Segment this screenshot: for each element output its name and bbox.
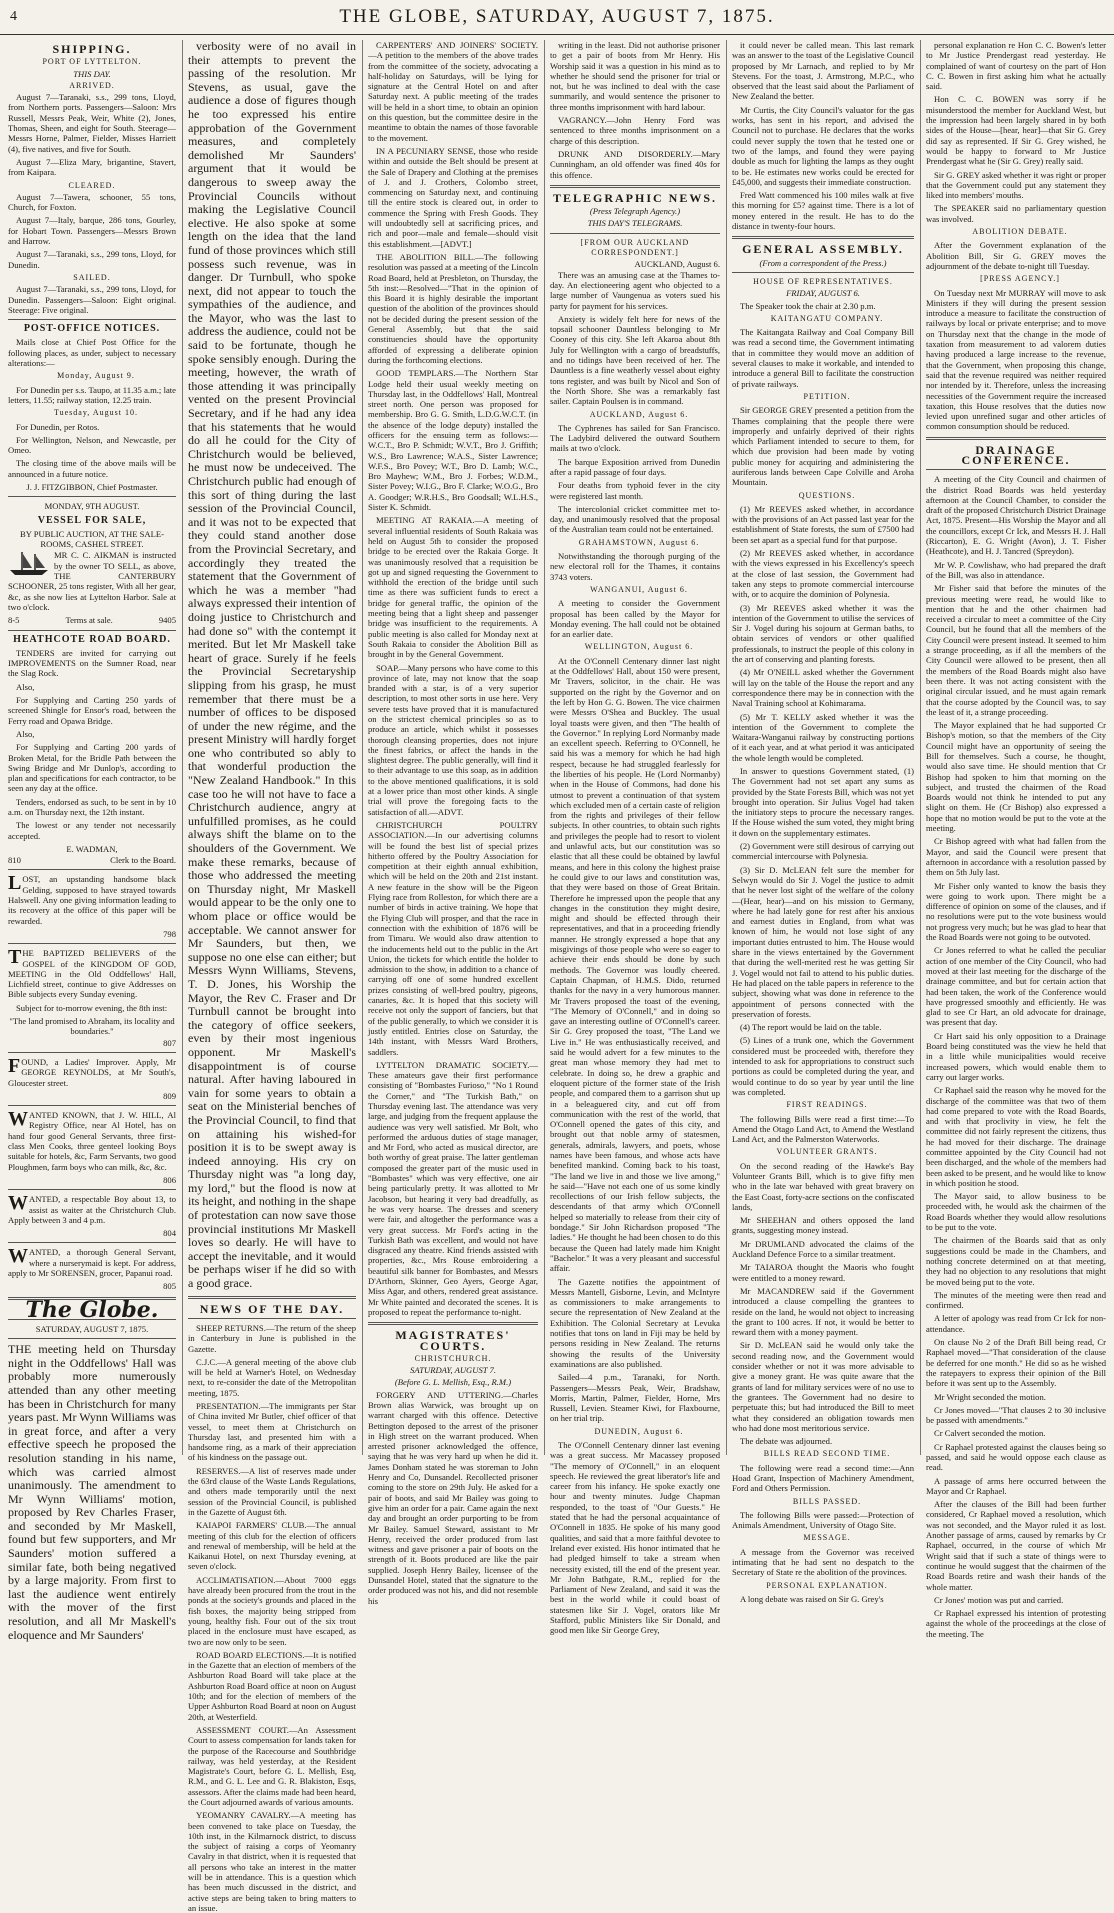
paragraph: (3) Mr REEVES asked whether it was the intention of the Government to utilise the services of Sir J. Vogel during his sojourn at German baths, to obtain services of vendors or other qualified professionals, to instruct the people of this colony in the art of conserving and planting forests. [732, 602, 914, 665]
wanted-known-ad: WANTED KNOWN, that J. W. HILL, Al Registry Office, near Al Hotel, has on hand four good General Servants, three first-class Men Cooks, three genteel looking Boys suitable for hotels, &c, Farm Servants, two good Ploughmen, farm boys who can milk, &c, &c. [8, 1108, 176, 1172]
divider [8, 1189, 176, 1190]
paragraph: Cr Raphael protested against the clauses being so passed, and said he would oppose each clause as read. [926, 1441, 1106, 1473]
column-rule [726, 40, 727, 1455]
drainage-report [926, 474, 1106, 1639]
paragraph: At the O'Connell Centenary dinner last night at the Oddfellows' Hall, about 150 were present, Mr Travers, solicitor, in the chair. He was supported on the right by the Governor and on the left by Hon G. G. Bowen. The vice chairmen were Messrs O'Shea and Buckley. The usual loyal toasts were given, and then "The health of the Governor." In replying Lord Normanby made an excellent speech. Referring to O'Connell, he said his was a memory for which he had high respect, because he had struggled fearlessly for the liberties of his people. He (Lord Normanby) when in the House of Commons, had done his utmost to prevent a continuation of that system which excluded men of a certain caste of religion from the rights and privileges of their fellow subjects. In other countries, to obtain such rights and privileges the people had to resort to violent and unlawful acts, but our constitution was so elastic that all these could be obtained by lawful means, and here in this colony the highest praise he could give to our laws and constitution was, that they were based on those of Great Britain. Therefore he impressed upon the people that any changes in the constitution they might desire, might and should be effected through their representatives, and that in a proceeding friendly manner. He strongly expressed a hope that any misgivings of those people who were so eager to achieve their ends should be done by such methods. The Governor was loudly cheered. Captain Chapman, of H.M.S. Dido, returned thanks for the navy in a very humorous manner. Mr Travers proposed the toast of the evening, "The Memory of O'Connell," and in doing so gave an interesting outline of O'Connell's career. Sir G. Grey proposed the toast, "The Land we Live in." He was enthusiastically received, and said he would advert for a few minutes to the great man whose memory they had met to celebrate. In doing so, he drew a graphic and eloquent picture of the former state of the Irish people, and compared them to a garrison shut up in a beleaguered city, and cut off from communication with the rest of the world, that O'Connell opened the gates of this city, and brought out that noble army of statesmen, generals, admirals, lawyers, and poets, whose names have been famous, and whose acts have benefited mankind. Coming back to his toast, "The land we live in and those we live among," he said—"Have not each one of us some kindly recollections of our Irish fellow subjects, the descendants of that army which O'Connell helped so materially to release from their city of bondage." Sir John Richardson proposed "The ladies." He thought he had been chosen to do this because the Queen had lately made him Knight "Bachelor." It was a very pleasant and successful affair. [550, 655, 720, 1274]
paragraph: Fred Watt commenced his 100 miles walk at five this morning for £5? against time. There is a lot of money entered in the result. He has to do the distance in twenty-four hours. [732, 190, 914, 232]
paragraph: After the clauses of the Bill had been further considered, Cr Raphael moved a resolution, which was not seconded, and the Mayor ruled it as lost. Another passage of arms, caused by remarks by Cr Raphael, occurred, in the course of which Mr Wright said that if such a state of things were to continue he would suggest that the chairmen of the Road Boards retire and wash their hands of the whole matter. [926, 1499, 1106, 1592]
section-subheading: DUNEDIN, August 6. [594, 1426, 684, 1436]
paragraph: Sir D. McLEAN said he would only take the second reading now, and the Government would consider whether or not it was more advisable to give a money grant. He was quite aware that the grants of land for military services were of no use to the grantees. The Government had no desire to perpetuate this; but had introduced the Bill to meet what they considered an obligation towards men who had done most meritorious service. [732, 1340, 914, 1433]
todays-telegrams: THIS DAY'S TELEGRAMS. [587, 218, 683, 229]
paragraph: The chairmen of the Boards said that as only suggestions could be made in the Chambers, and nothing concrete determined on at that meeting, they had no objection to any resolutions that might be moved being put to the vote. [926, 1235, 1106, 1287]
divider [732, 272, 914, 273]
paragraph: MEETING AT RAKAIA.—A meeting of several influential residents of South Rakaia was held on August 5th to consider the proposed bridge to be erected over the Rakaia Gorge. It was unanimously resolved that a requisition be got up and signed requesting the Government to withhold the erection of the bridge until such time as there was sufficient funds to erect a bridge for general traffic, the opinion of the meeting being that a light sheep and passenger bridge was insufficient to the requirements. A public meeting is also called for Monday next at South Rakaia to consider the Abolition Bill as brought in by the General Government. [368, 515, 538, 660]
paragraph: Tenders, endorsed as such, to be sent in by 10 a.m. on Thursday next, the 12th instant. [8, 796, 176, 817]
paragraph: Mr Fisher said that before the minutes of the previous meeting were read, he would like to mention that he and the other chairmen had received a circular to meet a committee of the City Council, but he found that all the members of the City Council were present instead. It seemed to him a strange proceeding, as if all the members of the City Council were allowed to be present, then all the members of the Road Boards might also have been there. It was not acting consistent with the original circular issued, and he must again remark that the course adopted by the Council was, to say the least of it, a strange proceeding. [926, 583, 1106, 717]
divider [188, 1296, 356, 1299]
paragraph: For Wellington, Nelson, and Newcastle, per Omeo. [8, 434, 176, 456]
paragraph: THE ABOLITION BILL.—The following resolution was passed at a meeting of the Lincoln Road Board, held at Presbleton, on Thursday, the 5th inst:—Resolved—"That in the opinion of this Board it is highly desirable the important question of the abolition of the provinces should not be decided during the present session of the General Assembly, but that the said constituencies should have the opportunity afforded of expressing a deliberate opinion during the forthcoming elections. [368, 251, 538, 365]
paragraph: August 7—Tawera, schooner, 55 tons, Church, for Foxton. [8, 191, 176, 213]
house-heading: HOUSE OF REPRESENTATIVES. [753, 276, 893, 286]
board-footer [8, 855, 176, 865]
telegrams-continued [732, 40, 914, 231]
paragraph: RESERVES.—A list of reserves made under the 63rd clause of the Waste Lands Regulations, and others made temporarily until the next session of the Provincial Council, is published in the Gazette of August 6th. [188, 1465, 356, 1517]
court-case-forgery: FORGERY AND UTTERING.—Charles Brown alias Warwick, was brought up on warrant charged with this offence. Detective Bettington deposed to the arrest of the prisoner in High street on the warrant produced. When arrested prisoner acknowledged the offence, saying that he was very hard up when he did it. James Donham stated he was storeman to John Henry and Co, Dunsandel. Recollected prisoner coming to the store on 29th July. He asked for a pair of boots, and said Mr Bailey was going to give him an order for a pair. Came again the next day and brought an order purporting to be from Mr Bailey. Samuel Steward, assistant to Mr Henry, received the order produced from last witness and gave prisoner a pair of boots on the strength of it. Boots produced are like the pair supplied. Joseph Henry Bailey, licensee of the Dunsandel Hotel, stated that the signature to the order produced was not his, and did not resemble his [368, 1389, 538, 1606]
paragraph: Four deaths from typhoid fever in the city were registered last month. [550, 480, 720, 501]
sale-date: MONDAY, 9TH AUGUST. [44, 501, 140, 512]
paragraph: A letter of apology was read from Cr Ick for non-attendance. [926, 1313, 1106, 1334]
section-subheading: MESSAGE. [803, 1533, 851, 1543]
paragraph: TENDERS are invited for carrying out IMPROVEMENTS on the Sumner Road, near the Slag Rock. [8, 647, 176, 679]
postmaster-signature: J. J. FITZGIBBON, Chief Postmaster. [26, 481, 158, 492]
paragraph: YEOMANRY CAVALRY.—A meeting has been convened to take place on Tuesday, the 10th inst, in the Kilmarnock district, to discuss the subject of raising a corps of Yeomanry Cavalry in that district, when it is requested that all persons who take an interest in the matter will be in attendance. This is a question which has been much discussed in the district, and active steps are being taken to bring matters to an issue. [188, 1810, 356, 1913]
leader-continued [188, 40, 356, 1291]
section-subheading: VOLUNTEER GRANTS. [776, 1147, 878, 1157]
cleared-heading: CLEARED. [68, 180, 116, 190]
telegram-items [550, 270, 720, 1636]
clerk-title: Clerk to the Board. [110, 855, 176, 866]
sale-terms: Terms at sale. [65, 615, 113, 626]
paragraph: A meeting to consider the Government proposal has been called by the Mayor for Monday evening. The hall could not be obtained for an earlier date. [550, 598, 720, 640]
paragraph: Cr Bishop agreed with what had fallen from the Mayor, and said the Council were present that afternoon in accordance with a resolution passed by them on 5th July last. [926, 836, 1106, 878]
paragraph: Cr Raphael said the reason why he moved for the discharge of the committee was that two of them had come prepared to vote with the Road Boards, and with that proclivity in view, he felt the committee did not fairly represent the citizens, thus he had moved for their discharge. The drainage committee appointed by the City Council had not been discharged, and the whole of the members had been asked to be present, and he would like to know in which position he stood. [926, 1085, 1106, 1188]
column-6 [926, 40, 1106, 1639]
paragraph: Anxiety is widely felt here for news of the topsail schooner Dauntless belonging to Mr Cooney of this city. She left Akaroa about 8th July for Wellington with a cargo of breadstuffs, and no tidings have been received of her. The Dauntless is a fine weatherly vessel about eighty tons register, and was built by Nicol and Son of the North Shore. She was a remarkably fast sailer. Captain Poulsen is in command. [550, 313, 720, 407]
paragraph: The SPEAKER said no parliamentary question was involved. [926, 203, 1106, 224]
assembly-proceedings [732, 301, 914, 1605]
paragraph: ROAD BOARD ELECTIONS.—It is notified in the Gazette that an election of members of the Ashburton Road Board will take place at the Ashburton Road Board office at noon on August 10th; and for the election of members of the Upper Ashburton Road Board at noon on August 20th, at Westerfield. [188, 1649, 356, 1722]
ship-icon [8, 550, 50, 576]
paragraph: The Speaker took the chair at 2.30 p.m. [740, 300, 876, 311]
divider [8, 1242, 176, 1243]
column-1 [8, 40, 176, 1642]
paragraph: The following Bills were read a first time:—To Amend the Otago Land Act, to Amend the Westland Land Act, and the Palmerston Waterworks. [732, 1113, 914, 1145]
section-subheading: KAITANGATU COMPANY. [770, 313, 884, 323]
divider [368, 1322, 538, 1325]
lost-notice: LOST, an upstanding handsome black Gelding, supposed to have strayed towards Halswell. Any one giving information leading to its recovery at the office of this paper will be rewarded. [8, 872, 176, 926]
paragraph: VAGRANCY.—John Henry Ford was sentenced to three months imprisonment on a charge of this description. [550, 115, 720, 146]
ad-number: 806 [163, 1174, 176, 1185]
ad-number: 804 [163, 1228, 176, 1239]
arrived-list [8, 92, 176, 177]
shipping-heading: SHIPPING. [52, 42, 132, 56]
paragraph: The minutes of the meeting were then read and confirmed. [926, 1289, 1106, 1311]
paragraph: Notwithstanding the thorough purging of the new electoral roll for the Thames, it contains 3743 voters. [550, 551, 720, 582]
sailed-list [8, 284, 176, 315]
divider [732, 236, 914, 239]
board-signature: E. WADMAN, [66, 843, 118, 854]
paragraph: August 7—Eliza Mary, brigantine, Stavert, from Kaipara. [8, 156, 176, 178]
paragraph: IN A PECUNIARY SENSE, those who reside within and outside the Belt should be present at the Sale of Drapery and Clothing at the premises of J. and J. Crothers, Colombo street, commencing on Saturday next, and continuing till the entire stock is cleared out, in order to commence the Spring with Fresh Goods. They will undoubtedly sell at sacrificing prices, and rich and poor—male and female—should visit this establishment.—[ADVT.] [368, 145, 538, 249]
paragraph: Cr Jones moved—"That clauses 2 to 30 inclusive be passed with amendments." [926, 1404, 1106, 1426]
paragraph: SHEEP RETURNS.—The return of the sheep in Canterbury in June is published in the Gazette. [188, 1322, 356, 1354]
divider [8, 1105, 176, 1106]
paragraph: (2) Mr REEVES asked whether, in accordance with the views expressed in his Excellency's speech at the close of last session, the Government had taken any steps to promote commercial intercourse with, or to acquire the dominion of Polynesia. [732, 548, 914, 600]
paragraph: C.J.C.—A general meeting of the above club will be held at Warner's Hotel, on Wednesday next, to re-consider the date of the Metropolitan meeting, 1875. [188, 1356, 356, 1398]
sale-footer [8, 615, 176, 625]
paragraph: (4) The report would be laid on the table. [740, 1022, 882, 1033]
paragraph: Mr Wright seconded the motion. [934, 1391, 1046, 1402]
paragraph: Cr Calvert seconded the motion. [934, 1428, 1046, 1439]
paragraph: For Dunedin per s.s. Taupo, at 11.35 a.m.; late letters, 11.55; railway station, 12.25 train. [8, 384, 176, 405]
paragraph: The Kaitangata Railway and Coal Company Bill was read a second time, the Government intimating that in committee they would move an addition of several clauses to make it workable, and intended to introduce a general Bill to facilitate the construction of private railways. [732, 327, 914, 389]
telegraph-agency: (Press Telegraph Agency.) [589, 206, 681, 217]
general-assembly-heading: GENERAL ASSEMBLY. [742, 242, 904, 257]
sailed-heading: SAILED. [73, 272, 111, 282]
paragraph: The following Bills were passed:—Protection of Animals Amendment, University of Otago Site. [732, 1509, 914, 1531]
section-subheading: Monday, August 9. [57, 371, 135, 381]
paragraph: The intercolonial cricket committee met to-day, and unanimously resolved that the proposal of the Australian team could not be entertained. [550, 503, 720, 535]
vessel-sale-heading: VESSEL FOR SALE, [37, 514, 147, 526]
post-office-heading: POST-OFFICE NOTICES. [23, 323, 161, 335]
column-rule [920, 40, 921, 1455]
baptized-subject: Subject for to-morrow evening, the 8th inst: [16, 1002, 168, 1013]
column-4 [550, 40, 720, 1636]
drainage-conference-heading: DRAINAGE CONFERENCE. [961, 442, 1071, 467]
news-items [188, 1323, 356, 1913]
divider [188, 1318, 356, 1319]
this-day-label: THIS DAY. [73, 68, 111, 79]
cleared-list [8, 192, 176, 270]
paragraph: personal explanation re Hon C. C. Bowen's letter to Mr Justice Prendergast read yesterday. He complained of want of courtesy on the part of Hon C. C. Bowen in first asking him what he actually said. [926, 40, 1106, 92]
paragraph: The Mayor said, to allow business to be proceeded with, he would ask the chairmen of the Road Boards whether they would allow resolutions to be put to the vote. [926, 1191, 1106, 1233]
divider [8, 496, 176, 497]
auction-subheading: BY PUBLIC AUCTION, AT THE SALE-ROOMS, CASHEL STREET. [19, 528, 165, 550]
paragraph: (4) Mr O'NEILL asked whether the Government will lay on the table of the House the report and any correspondence there may be in connection with the Naval Training school at Kohimarama. [732, 667, 914, 709]
paragraph: CHRISTCHURCH POULTRY ASSOCIATION.—In our advertising columns will be found the best list of special prizes hitherto offered by the Poultry Association for competition at their eighth annual exhibition, which will be held on the 20th and 21st instant. A new feature in the show will be the Pigeon Flying race from Rolleston, for which there are a number of birds in active training. We hope that the Flying Club will prosper, and that the race in connection with the exhibition of 1876 will be from Timaru. We would also draw attention to the inducements held out to the public in the Art Union, the tickets for which entitle the holder to admission to the show, in addition to a chance of carrying off one of some hundred excellent prizes consisting of well-bred poultry, pigeons, canaries, &c. It is hoped that this society will receive not only the support of fanciers, but that of the public generally, to which we consider it is justly entitled. Entries close on Saturday, the 14th instant, with Messrs Ward Brothers, saddlers. [368, 819, 538, 1057]
divider [8, 1338, 176, 1339]
local-news-items [368, 40, 538, 1317]
paragraph: For Supplying and Carting 200 yards of Broken Metal, for the Bridle Path between the Swing Bridge and Mr Dunlop's, according to plan and specifications for each contractor, to be seen any day at the office. [8, 742, 176, 794]
paragraph: August 7—Taranaki, s.s., 299 tons, Lloyd, for Dunedin. [8, 249, 176, 270]
paragraph: CARPENTERS' AND JOINERS' SOCIETY.—A petition to the members of the above trades from the committee of the society, advocating a half-holiday on Saturdays, will be lying for signature at the Central Hotel on and after Saturday next. A public meeting of the trades will be held in a short time, to obtain an opinion on this question, but the committee desire in the meantime to obtain the names of those favorable to the movement. [368, 40, 538, 143]
section-subheading: ABOLITION DEBATE. [972, 227, 1068, 237]
dateline: AUCKLAND, August 6. [634, 259, 720, 270]
paragraph: Mr Fisher only wanted to know the basis they were going to work upon. There might be a difference of opinion on some of the clauses, and if no resolutions were put to the vote business would not progress very much; but he was glad to hear that the Road Boards were not going to be outvoted. [926, 880, 1106, 943]
leader-date: SATURDAY, AUGUST 7, 1875. [35, 1323, 149, 1334]
assembly-continued [926, 40, 1106, 432]
ad-number: 9405 [158, 615, 176, 626]
paragraph: Hon C. C. BOWEN was sorry if he misunderstood the member for Auckland West, but the impression had been largely shared in by both sides of the House—[hear, hear]—that Sir G. Grey did say as represented. If Sir G. Grey wished, he would be happy to forward to Mr Justice Prendergast what he (Sir G. Grey) really said. [926, 94, 1106, 167]
assembly-date: FRIDAY, AUGUST 6. [786, 288, 860, 299]
paragraph: Mr TAIAROA thought the Maoris who fought were entitled to a money reward. [732, 1262, 914, 1283]
paragraph: Cr Jones referred to what he called the peculiar action of one member of the City Council, who had moved at their last meeting for the discharge of the drainage committee, and but for certain action that had been taken, the work of the Conference would have progressed smoothly and efficiently. He was glad to see Cr Hart, an old advocate for drainage, was present that day. [926, 945, 1106, 1028]
correspondent-line: [FROM OUR AUCKLAND CORRESPONDENT.] [580, 237, 690, 258]
column-5 [732, 40, 914, 1604]
paragraph: Mr W. P. Cowlishaw, who had prepared the draft of the Bill, was also in attendance. [926, 559, 1106, 580]
wanted-servant-ad: WANTED, a thorough General Servant, where a nurserymaid is kept. For address, apply to Mr SORENSEN, grocer, Papanui road. [8, 1245, 176, 1278]
section-subheading: PERSONAL EXPLANATION. [766, 1580, 888, 1590]
paragraph: LYTTELTON DRAMATIC SOCIETY.—These amateurs gave their first performance consisting of "Bombastes Furioso," "No 1 Round the Corner," and "The Turkish Bath," on Thursday evening last. The attendance was very large, and judging from the frequent applause the audience was very well satisfied. Mr Bolt, who performed the arduous duties of stage manager, and Mr Ford, who acted as musical director, are both worthy of great praise. The latter gentleman composed the greater part of the music used in "Bombastes" which was very effective, one air being particularly pretty. It was allotted to Mr Jacobson, but hearing it very bad dreadfully, as he was very hoarse. The dresses and scenery were fair, and altogether the performance was a very great success. Mr Ford's acting in the Turkish Bath was excellent, and would not have disgraced any theatre. Kind friends assisted with properties, &c., Mrs Rouse embroidering a beautiful silk banner for Bombastes, and Messrs D'Arthorn, Skinner, Geo Ayers, George Agar, Miss Agar, and others, rendered great assistance. Mr White painted and decorated the scenes. It is proposed to repeat the performance to-night. [368, 1059, 538, 1317]
section-subheading: QUESTIONS. [798, 490, 856, 500]
vessel-sale-text: MR C. C. AIKMAN is instructed by the owner TO SELL, as above, THE CANTERBURY SCHOONER, 25 tons register, With all her gear, &c, as she now lies at Lyttelton Harbor. Sale at two o'clock. [8, 550, 176, 612]
vessel-sale-body [8, 550, 176, 612]
paragraph: Sailed—4 p.m., Taranaki, for North. Passengers—Messrs Peak, Weir, Bradshaw, Morris, Martin, Palmer, Fielder, Horne, Mrs Russell, Levien. Steamer Kiwi, for Flaxbourne, on her trial trip. [550, 1372, 720, 1424]
paragraph: writing in the least. Did not authorise prisoner to get a pair of boots from Mr Henry. His Worship said it was a question in his mind as to whether he should send the prisoner for trial or not, but he was inclined to deal with the case summarily, and would sentence the prisoner to three months imprisonment with hard labour. [550, 40, 720, 112]
section-subheading: AUCKLAND, August 6. [589, 409, 689, 419]
the-globe-nameplate: The Globe. [25, 1296, 159, 1323]
paragraph: Also, [16, 681, 35, 692]
divider [926, 469, 1106, 470]
paragraph: The barque Exposition arrived from Dunedin after a rapid passage of four days. [550, 456, 720, 477]
paragraph: Cr Raphael expressed his intention of protesting against the whole of the proceedings at the close of the meeting. The [926, 1608, 1106, 1639]
paragraph: Also, [16, 728, 35, 739]
paragraph: (5) Mr T. KELLY asked whether it was the intention of the Government to complete the Waitara-Wanganui railway by constructing portions of it each year, and at what period it was anticipated the whole length would be completed. [732, 711, 914, 763]
divider [8, 869, 176, 870]
assembly-source: (From a correspondent of the Press.) [759, 257, 887, 268]
christchurch-subheading: CHRISTCHURCH. [414, 1353, 492, 1363]
ad-number: 809 [163, 1090, 176, 1101]
divider [8, 1052, 176, 1053]
paragraph: (3) Sir D. McLEAN felt sure the member for Selwyn would do Sir J. Vogel the justice to admit that he never lost sight of the welfare of the colony—(Hear, hear)—and on his mission to Germany, where he had lately gone for rest after his anxious and earnest duties in England, from what was known of him, he would not lose sight of any important duties entrusted to him. The House would share in the views entertained by the Government that during the well-merited rest he was getting Sir J. Vogel would not fail to attend to his public duties. He had placed on the table papers in reference to the subject, showing what was done in reference to the appointment of persons connected with the preservation of forests. [732, 864, 914, 1019]
news-of-the-day-heading: NEWS OF THE DAY. [199, 1301, 345, 1316]
section-subheading: WELLINGTON, August 6. [584, 642, 694, 652]
masthead-title: THE GLOBE, SATURDAY, AUGUST 7, 1875. [339, 6, 775, 27]
paragraph: For Dunedin, per Rotos. [16, 421, 100, 432]
paragraph: Sir GEORGE GREY presented a petition from the Thames complaining that the people there were improperly and unfairly deprived of their rights which Parliament intended to secure to them, for which due provision had been made by voting public money for acquiring and administering the auriferous lands between Cape Colville and Aroha Mountain. [732, 405, 914, 488]
section-subheading: BILLS READ SECOND TIME. [763, 1449, 891, 1459]
divider [8, 630, 176, 631]
paragraph: The Gazette notifies the appointment of Messrs Mantell, Gisborne, Levin, and McIntyre as commissioners to make arrangements to secure the representation of New Zealand at the Exhibition. The Colonial Secretary at Levuka notifies that tons on land in Fiji may be held by persons residing in New Zealand. The returns showing the results of the University examinations are also published. [550, 1276, 720, 1369]
column-rule [182, 40, 183, 1455]
paragraph: ACCLIMATISATION.—About 7000 eggs have already been procured from the trout in the ponds at the society's grounds and placed in the fish boxes, the majority being stripped from young, healthy fish. Four out of the six trout placed in the enclosure must have escaped, as two are now only to be seen. [188, 1574, 356, 1647]
paragraph: A message from the Governor was received intimating that he had sent no despatch to the Secretary of State re the abolition of the provinces. [732, 1546, 914, 1578]
divider [550, 185, 720, 188]
paragraph: On the second reading of the Hawke's Bay Volunteer Grants Bill, which is to give fifty men who in the late war behaved with great bravery on the East Coast, forty-acre sections on the confiscated lands, [732, 1160, 914, 1212]
section-subheading: Tuesday, August 10. [54, 408, 138, 418]
paragraph: August 7—Italy, barque, 286 tons, Gourley, for Hobart Town. Passengers—Messrs Brown and Harrow. [8, 215, 176, 247]
paragraph: Mails close at Chief Post Office for the following places, as under, subject to necessary alterations:— [8, 337, 176, 369]
port-heading: PORT OF LYTTELTON. [42, 57, 142, 67]
wanted-boy-ad: WANTED, a respectable Boy about 13, to assist as waiter at the Christchurch Club. Apply between 3 and 4 p.m. [8, 1192, 176, 1225]
paragraph: The following were read a second time:—Ann Hoad Grant, Inspection of Machinery Amendment, Ford and Others Permission. [732, 1462, 914, 1494]
post-office-notices [8, 337, 176, 479]
divider [8, 319, 176, 320]
ad-number: 805 [163, 1281, 176, 1292]
arrived-heading: ARRIVED. [69, 80, 115, 90]
ad-number: 810 [8, 855, 21, 866]
paragraph: After the Government explanation of the Abolition Bill, Sir G. GREY moves the adjournment of the debate to-night till Tuesday. [926, 240, 1106, 271]
paragraph: The lowest or any tender not necessarily accepted. [8, 820, 176, 841]
paragraph: Mr DRUMLAND advocated the claims of the Auckland Defence Force to a similar treatment. [732, 1238, 914, 1260]
paragraph: The O'Connell Centenary dinner last evening was a great success. Mr Macassey proposed "The memory of O'Connell," in an eloquent speech. He reviewed the great liberator's life and career from his infancy. He spoke exactly one hour and twenty minutes. Judge Chapman responded, to the toast of "Our Guests." He stated that he had the personal acquaintance of O'Connell in 1835. He spoke of his many good qualities, and said that a more faithful devotee to Ireland ever existed. His honor intimated that he had pledged himself to take a stream when necessity existed, till the end of the present year. Mr John Bathgate, R.M., replied for the Parliament of New Zealand, and said it was the best in the world while it could boast of statesmen like Sir J. Vogel, orators like Mr Stafford, public Ministers like Sir Donald, and good men like Sir George Grey, [550, 1440, 720, 1636]
paragraph: DRUNK AND DISORDERLY.—Mary Cunningham, an old offender was fined 40s for this offence. [550, 148, 720, 180]
masthead [0, 0, 1114, 35]
ad-number: 807 [163, 1037, 176, 1048]
court-magistrate: (Before G. L. Mellish, Esq., R.M.) [394, 1377, 512, 1388]
paragraph: Cr Jones' motion was put and carried. [934, 1594, 1064, 1605]
section-subheading: FIRST READINGS. [786, 1100, 868, 1110]
divider [550, 233, 720, 234]
paragraph: GOOD TEMPLARS.—The Northern Star Lodge held their usual weekly meeting on Thursday last, in the Oddfellows' Hall, Montreal street north. One person was proposed for membership. Bro G. G. Smith, L.D.G.W.C.T. (in the absence of the lodge deputy) installed the officers for the ensuing term as follows:—W.C.T., Bro P. Schmidt; W.V.T., Bro J. Griffith; W.S., Bro Lawrence; W.A.S., Sister Lawrence; W.F.S., Bro Povey; W.T., Bro D. Lamb; W.C., Bro Mayhew; W.M., Bro J. Forbes; W.D.M., Sister Povey; W.I.G., Bro F. Clarke; W.O.G., Bro A. Goodger; W.R.H.S., Bro Goodsall; W.L.H.S., Sister K. Schmidt. [368, 368, 538, 513]
column-rule [362, 40, 363, 1455]
road-board-heading: HEATHCOTE ROAD BOARD. [13, 633, 171, 645]
baptized-believers-notice: THE BAPTIZED BELIEVERS of the GOSPEL of the KINGDOM OF GOD, MEETING in the Old Oddfellows' Hall, Lichfield street, continue to give Addresses on Bible subjects every Sunday evening. [8, 946, 176, 1000]
paragraph: KAIAPOI FARMERS' CLUB.—The annual meeting of this club for the election of officers and renewal of membership, will be held at the Kaikanui Hotel, on next Thursday evening, at seven o'clock. [188, 1520, 356, 1572]
leader-article: THE meeting held on Thursday night in the Oddfellows' Hall was probably more numerously attended than any other meeting has been in Christchurch for many years past. Mr Wynn Williams was in great force, and after a very effective speech he proposed the resolution standing in his name, which was carried almost unanimously. The amendment to Mr Wynn Williams' motion, proposed by Rev Charles Fraser, and seconded by Mr Maskell, found but few supporters, and Mr Saunders' motion suffered a similar fate, both being negatived by a large majority. From first to last the audience went entirely with the mover of the first resolution, and all Mr Maskell's eloquence and Mr Saunders' [8, 1342, 176, 1642]
paragraph: SOAP.—Many persons who have come to this province of late, may not know that the soap branded with a star, is of a very superior description, to most other sorts in use here. Very severe tests have proved that it is manufactured on the strictest chemical principles so as to produce an article, which whilst it possesses thorough cleansing properties, does not injure the finest fabrics, or affect the hands in the slightest degree. The public generally, will find it to their advantage to use this soap, as in addition to the above mentioned qualifications, it is sold at a lower price than most other kinds. A single trial will prove the foregoing facts to the satisfaction of all.—ADVT. [368, 662, 538, 817]
paragraph: On clause No 2 of the Draft Bill being read, Cr Raphael moved—"That consideration of the clause be deferred for one month." He did so as he wished the ratepayers to express their opinion of the Bill before it was sent up to the Assembly. [926, 1337, 1106, 1389]
paragraph: it could never be called mean. This last remark was an answer to the toast of the Legislative Council proposed by Mr Larnach, and replied to by Mr Stevens. For the toast, J. Armstrong, M.P.C., who observed that the least said about the Parliament of New Zealand the better. [732, 40, 914, 102]
magistrates-courts-heading: MAGISTRATES' COURTS. [395, 1328, 511, 1353]
paragraph: PRESENTATION.—The immigrants per Star of China invited Mr Butler, chief officer of that vessel, to meet them at Christchurch on Thursday last, and presented him with a handsome ring, as a mark of their appreciation of his kindness on the passage out. [188, 1401, 356, 1463]
paragraph: For Supplying and Carting 250 yards of screened Shingle for Ensor's road, between the Ferry road and Opawa Bridge. [8, 695, 176, 726]
paragraph: verbosity were of no avail in their attempts to prevent the passing of the resolution. Mr Stevens, as usual, gave the audience a dose of figures though he too expressed his entire approbation of the Government measures, and completely demolished Mr Saunders' argument that it would be dangerous to sweep away the Provincial Councils without making the Legislative Council elective. He also spoke at some length on the idea that the land fund of those provinces which still possess such revenue, was in danger. Dr Turnbull, who spoke next, did not appear to touch the sympathies of the audience, and the Mayor, who was the last to address the audience, could not be said to be fortunate, though he spoke sensibly enough. During the meeting, however, the wrath of those attending it was principally vented on the present Provincial Secretary, and if he had any idea that his statements that he would do all he could for the City of Christchurch would be believed, he must now be undeceived. The Christchurch public had enough of this sort of thing during the last session of the Provincial Council, and it was not to be expected that they could stand another dose from the Provincial Secretary, and accordingly they treated the statement that the Government of which he was a member "had always expressed their intention of doing justice to Christchurch and had done so" with the contempt it merited. But let Mr Maskell take heart of grace. Surely if he feels the Provincial Secretaryship slipping from his grasp, he must remember that there must be a number of offices to be disposed of under the new régime, and the present Ministry will hardly forget one who contributed so ably to that wonderful production the "New Zealand Handbook." In this case too he will not have to face a Christchurch audience, angry at unfulfilled promises, as he could always shift the blame on to the shoulders of the Government. We make these remarks, because of those who addressed the meeting on Thursday night, Mr Maskell would appear to be the only one to whom place or office would be acceptable. We cannot answer for Mr Saunders, but then, we suppose no one else can either; but Messrs Wynn Williams, Stevens, T. D. Jones, his Worship the Mayor, the Rev C. Fraser and Dr Turnbull cannot be brought into the category of office seekers, even by their most ingenious opponent. Mr Maskell's disappointment is of course natural. After having laboured in vain for some years to obtain a seat on the Ministerial benches of the Provincial Council, to find that on attaining his wished-for position it is to be swept away is indeed annoying. His cry on Thursday night was "a long day, my lord," but the flood is now at its height, and nothing in the shape of protestation can now save those provincial institutions Mr Maskell loves so dearly. He will have to accept the inevitable, and it would be perhaps wiser if he did so with a good grace. [188, 39, 356, 1291]
telegraphic-news-heading: TELEGRAPHIC NEWS. [552, 190, 718, 205]
paragraph: Mr MACANDREW said if the Government introduced a clause compelling the grantees to reside on the land, he would not object to increasing the grant to 100 acres. If not, it would be better to reward them with a money payment. [732, 1285, 914, 1338]
section-subheading: BILLS PASSED. [792, 1496, 862, 1506]
column-2 [188, 39, 356, 1913]
paragraph: (1) Mr REEVES asked whether, in accordance with the provisions of an Act passed last year for the establishment of State forests, the sum of £7500 had been set apart as a special fund for that purpose. [732, 503, 914, 545]
paragraph: A passage of arms here occurred between the Mayor and Cr Raphael. [926, 1475, 1106, 1496]
paragraph: In answer to questions Government stated, (1) The Government had not set apart any sums as provided by the State Forests Bill, which was not yet brought into operation. Sir Julius Vogel had taken the initiatory steps to procure the necessary ranges. If the House wished the sum voted, they might bring it down on the supplementary estimates. [732, 766, 914, 838]
paragraph: ASSESSMENT COURT.—An Assessment Court to assess compensation for lands taken for the purpose of the Racecourse and Southbridge railway, was held yesterday, at the Resident Magistrate's Court, before G. L. Mellish, Esq, R.M., and G. L. Lee and G. R. Blakiston, Esqs, assessors. After the claims made had been heard, the Court adjourned awards of various amounts. [188, 1724, 356, 1807]
section-subheading: [PRESS AGENCY.] [980, 274, 1060, 284]
paragraph: Sir G. GREY asked whether it was right or proper that the Government could put any statement they liked into members' mouths. [926, 169, 1106, 201]
section-subheading: GRAHAMSTOWN, August 6. [578, 537, 700, 547]
column-3 [368, 40, 538, 1606]
paragraph: August 7—Taranaki, s.s., 299 tons, Lloyd, for Dunedin. Passengers—Saloon: Eight original. Steerage: Five original. [8, 284, 176, 315]
paragraph: (5) Lines of a trunk one, which the Government considered must be proceeded with, therefore they intended to ask for appropriations to construct such portions as could be completed during the year, and would continue to do so year by year until the line was completed. [732, 1035, 914, 1097]
paragraph: The closing time of the above mails will be announced in a future notice. [8, 458, 176, 479]
paragraph: On Tuesday next Mr MURRAY will move to ask Ministers if they will during the present session introduce a measure to facilitate the construction of railways by local or private enterprise; and to move on Thursday next that the change in the mode of taxation from measurement to ad valorem duties having produced a large increase to the revenue, that the Government, when proposing this change, said that the revenue required was neither required nor intended by it. Therefore, unless the increasing necessities of the Government require the increased taxation, this House resolves that the duties now levied upon unrefined sugar and other articles of common consumption should be reduced. [926, 287, 1106, 432]
court-cases-continued [550, 40, 720, 180]
paragraph: Mr SHEEHAN and others opposed the land grants, suggesting money instead. [732, 1215, 914, 1236]
paragraph: (2) Government were still desirous of carrying out commercial intercourse with Polynesia. [732, 841, 914, 862]
ad-number: 8-5 [8, 615, 20, 626]
baptized-quote: "The land promised to Abraham, its locality and boundaries." [9, 1016, 175, 1037]
paragraph: There was an amusing case at the Thames to-day. An electioneering agent who objected to a large number of Vaungenua as voters sued his party for payment for his services. [550, 269, 720, 311]
road-board-body [8, 648, 176, 841]
divider [8, 943, 176, 944]
paragraph: The debate was adjourned. [740, 1436, 833, 1447]
court-date: SATURDAY, AUGUST 7. [410, 1365, 496, 1376]
ad-number: 798 [163, 928, 176, 939]
section-subheading: PETITION. [803, 391, 851, 401]
paragraph: Cr Hart said his only opposition to a Drainage Board being constituted was the view he held that in a little while municipalities would receive increased powers, which would enable them to carry out larger works. [926, 1030, 1106, 1082]
page-number: 4 [10, 9, 19, 24]
section-subheading: WANGANUI, August 6. [590, 584, 688, 594]
found-notice: FOUND, a Ladies' Improver. Apply, Mr GEORGE REYNOLDS, at Mr South's, Gloucester street. [8, 1054, 176, 1088]
paragraph: A long debate was raised on Sir G. Grey's [740, 1593, 884, 1604]
paragraph: The Mayor explained that he had supported Cr Bishop's motion, so that the members of the City Council might have an opportunity of seeing the Bill for themselves. Such a course, he thought, would also save time. He should mention that Cr Bishop had spoken to him that morning on the subject, and trusted the chairmen of the Road Boards would not think he intended to put any slight on them. He (Cr Bishop) also expressed a hope that no motion would be put to the vote at the meeting. [926, 720, 1106, 834]
paragraph: August 7—Taranaki, s.s., 299 tons, Lloyd, from Northern ports. Passengers—Saloon: Mrs Russell, Messrs Peak, Weir, White (2), Jones, Thomas, Sheen, and eight for South. Steerage—Messrs Horne, Palmer, Fielder, Misses Harriett (4), five natives, and five for South. [8, 92, 176, 154]
paragraph: A meeting of the City Council and chairmen of the district Road Boards was held yesterday afternoon at the Council Chamber, to consider the draft of the proposed Christchurch District Drainage Act, 1875. Present—His Worship the Mayor and all the councillors, except Cr Ick, and Messrs H. J. Hall (Riccarton), E. G. Wright (Avon), J. T. Fisher (Heathcote), and H. J. Tancred (Spreydon). [926, 474, 1106, 557]
column-rule [544, 40, 545, 1455]
paragraph: The Cyphrenes has sailed for San Francisco. The Ladybird delivered the outward Southern mails at two o'clock. [550, 422, 720, 454]
paragraph: Mr Curtis, the City Council's valuator for the gas works, has sent in his report, and advised the Council not to purchase. He declares that the works could never supply the town that he tested one or two of the lamps, and found they were paying double as much for lighting the lamps as they ought to be. He estimates new works could be erected for £45,000, and suggests their immediate construction. [732, 104, 914, 187]
divider [926, 437, 1106, 440]
